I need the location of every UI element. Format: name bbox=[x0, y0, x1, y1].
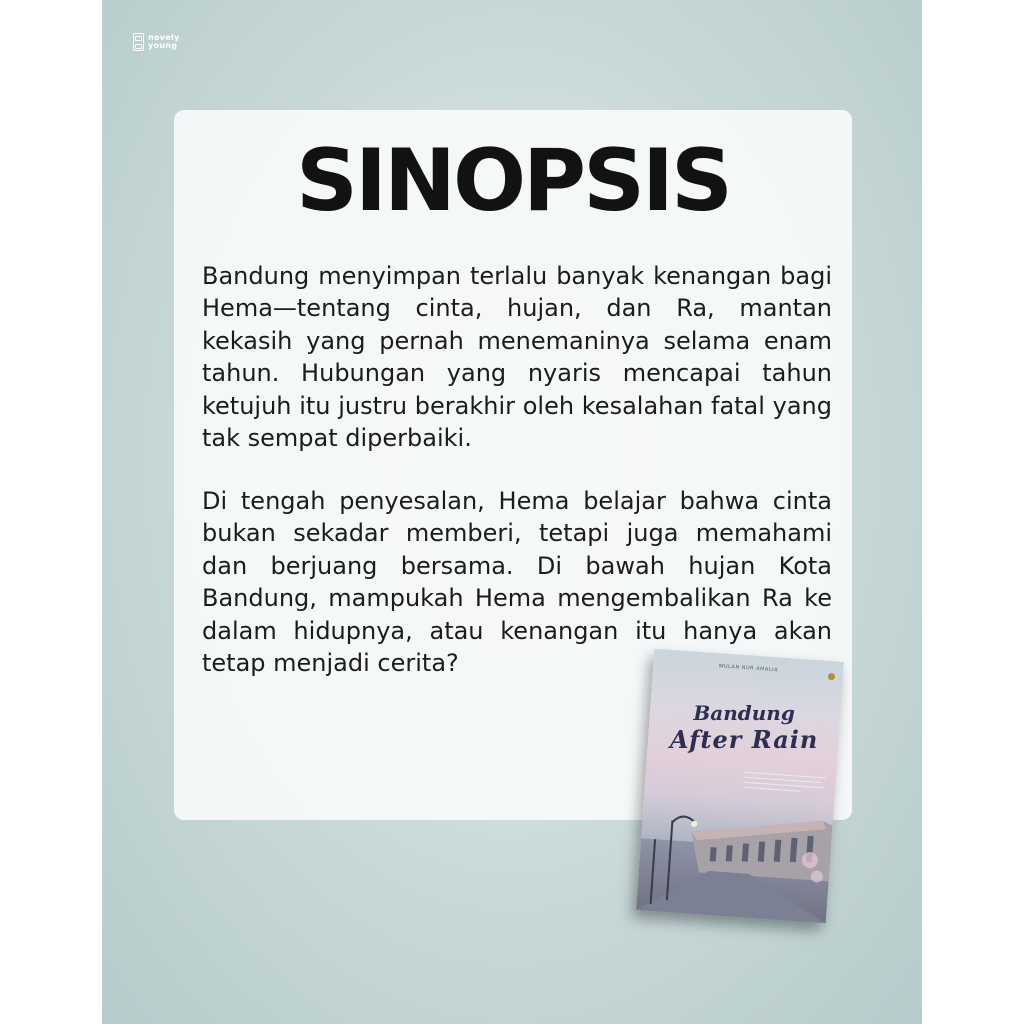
brand-name bbox=[148, 34, 180, 50]
book-title bbox=[649, 701, 839, 754]
book-title-line1: Bandung bbox=[693, 701, 795, 726]
poster bbox=[102, 0, 922, 1024]
book-author: WULAN NUR AMALIA bbox=[718, 663, 779, 674]
book-title-line2: After Rain bbox=[669, 725, 819, 755]
book-blurb-decoration bbox=[741, 769, 828, 798]
rainy-street-illustration bbox=[636, 798, 833, 923]
brand-name-line1: novely bbox=[148, 33, 180, 42]
page-title: SINOPSIS bbox=[296, 131, 730, 231]
publisher-badge-icon bbox=[828, 673, 835, 680]
novely-young-logo-icon bbox=[133, 33, 144, 51]
book-cover bbox=[636, 649, 844, 924]
brand-logo bbox=[133, 33, 180, 51]
synopsis-paragraph-1: Bandung menyimpan terlalu banyak kenangan bagi Hema—tentang cinta, hujan, dan Ra, mantan kekasih yang pernah menemaninya selama enam tahun. Hubungan yang nyaris mencapai tahun ketujuh itu justru berakhir oleh kesalahan fatal yang tak sempat diperbaiki. bbox=[202, 262, 832, 453]
synopsis-paragraph-2: Di tengah penyesalan, Hema belajar bahwa cinta bukan sekadar memberi, tetapi juga memahami dan berjuang bersama. Di bawah hujan Kota Bandung, mampukah Hema mengembalikan Ra ke dalam hidupnya, atau kenangan itu hanya akan tetap menjadi cerita? bbox=[202, 487, 832, 678]
brand-name-line2: young bbox=[148, 41, 178, 50]
